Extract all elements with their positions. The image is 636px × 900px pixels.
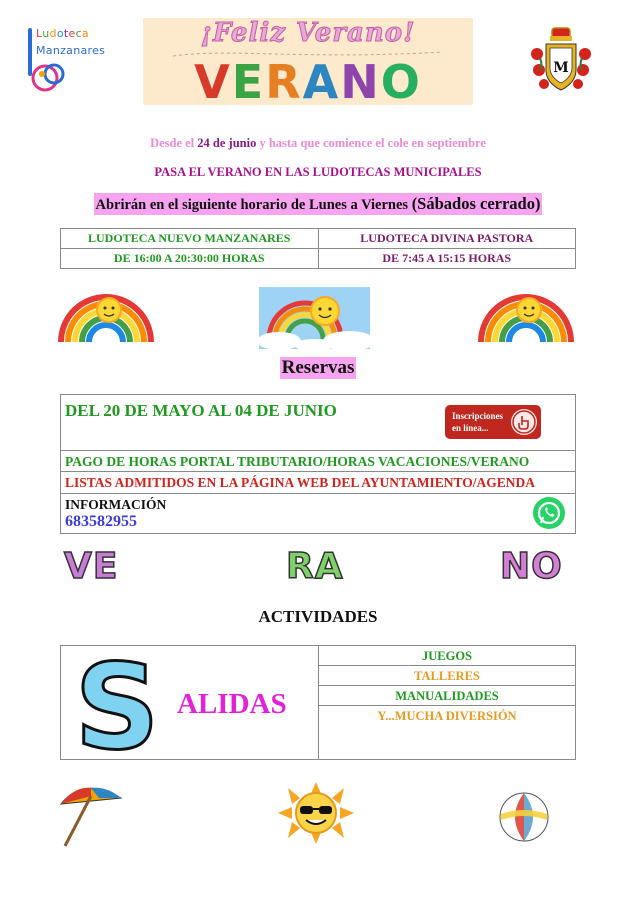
logo-text-manzanares: Manzanares [36, 44, 106, 57]
sun-with-sunglasses-image [260, 780, 372, 846]
info-row [61, 494, 575, 535]
activity-manualidades: MANUALIDADES [319, 686, 575, 706]
rainbow-clouds-image-center [259, 287, 370, 349]
activities-box [60, 638, 576, 776]
hours-divina-pastora: DE 7:45 A 15:15 HORAS [318, 249, 576, 269]
table-header-nuevo-manzanares: LUDOTECA NUEVO MANZANARES [61, 229, 319, 249]
reservas-box [60, 394, 576, 534]
deco-letters-no: NO [500, 546, 563, 587]
logo-text-ludoteca: Ludoteca [36, 27, 89, 40]
rainbow-sun-image-right [477, 282, 575, 350]
beach-umbrella-image [55, 776, 127, 848]
salidas-word: ALIDAS [177, 688, 287, 720]
reservation-dates: DEL 20 DE MAYO AL 04 DE JUNIO [65, 401, 337, 420]
activity-diversion: Y...MUCHA DIVERSIÓN [377, 709, 517, 723]
schedule-line: Abrirán en el siguiente horario de Lunes a Viernes (Sábados cerrado) [95, 194, 541, 213]
pago-row [61, 451, 575, 472]
reservas-dates-row [61, 395, 575, 451]
banner-title: ¡Feliz Verano! [200, 18, 416, 48]
payment-info: PAGO DE HORAS PORTAL TRIBUTARIO/HORAS VACACIONES/VERANO [65, 454, 530, 469]
listas-row [61, 472, 575, 494]
pointing-hand-icon [511, 409, 537, 435]
beach-ball-image [498, 784, 550, 850]
activities-title: ACTIVIDADES [258, 607, 378, 626]
banner-verano-word: VERANO [194, 55, 422, 109]
rainbow-sun-image-left [57, 282, 155, 350]
activity-juegos: JUEGOS [319, 646, 575, 666]
table-header-divina-pastora: LUDOTECA DIVINA PASTORA [318, 229, 576, 249]
deco-letters-ve: VE [64, 546, 119, 587]
online-registration-button[interactable]: Inscripciones en línea... [445, 405, 541, 439]
feliz-verano-banner [143, 18, 473, 109]
reservas-heading: Reservas [281, 357, 355, 378]
svg-text:M: M [553, 60, 569, 76]
hours-nuevo-manzanares: DE 16:00 A 20:30:00 HORAS [61, 249, 319, 269]
logo-figure-icon [32, 60, 66, 94]
activity-talleres: TALLERES [319, 666, 575, 686]
dates-line: Desde el 24 de junio y hasta que comience el cole en septiembre [150, 136, 486, 150]
ludoteca-logo [26, 24, 108, 96]
big-letter-s-decoration [74, 638, 160, 776]
headline: PASA EL VERANO EN LAS LUDOTECAS MUNICIPALES [154, 165, 482, 179]
whatsapp-icon[interactable] [533, 497, 565, 529]
admitted-lists-info: LISTAS ADMITIDOS EN LA PÁGINA WEB DEL AYUNTAMIENTO/AGENDA [65, 475, 535, 490]
big-letter-s: S [74, 638, 160, 776]
phone-number[interactable]: 683582955 [65, 513, 137, 530]
town-coat-of-arms [530, 24, 592, 104]
deco-letters-ra: RA [286, 546, 344, 587]
info-label: INFORMACIÓN [65, 497, 167, 512]
schedule-table [60, 228, 576, 269]
